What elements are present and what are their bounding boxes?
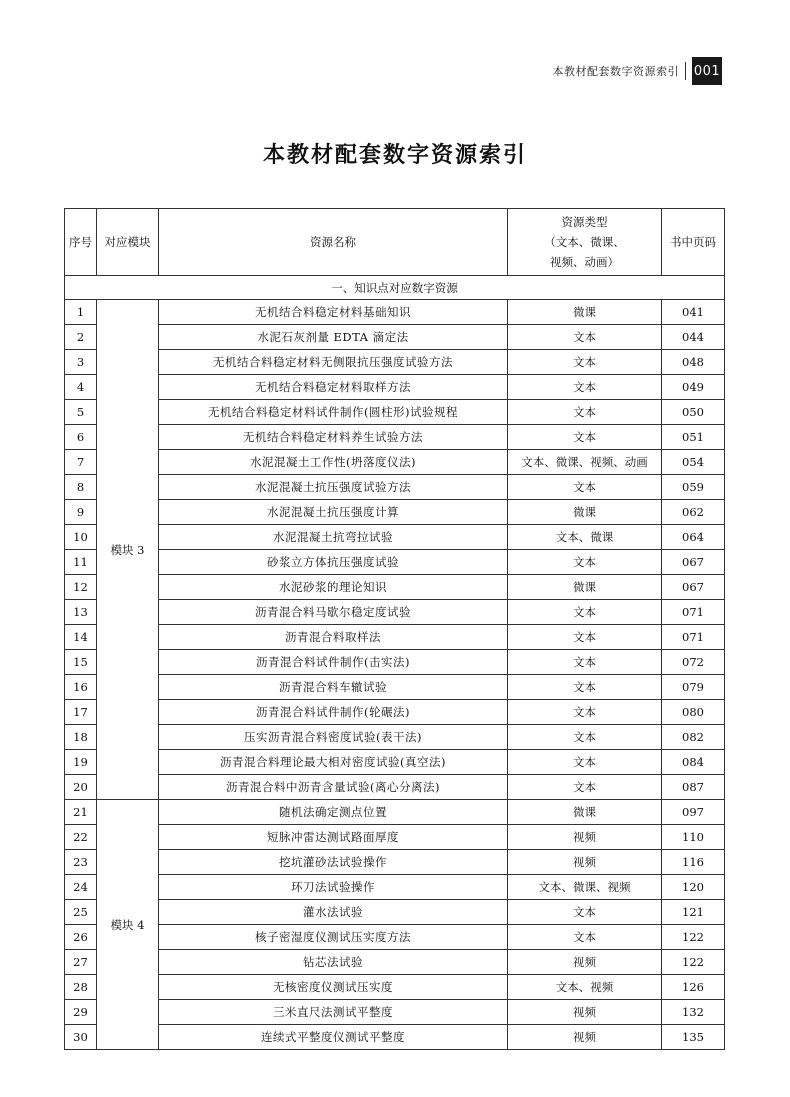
resource-type: 文本 [508, 350, 662, 375]
resource-type: 文本 [508, 650, 662, 675]
row-number: 1 [65, 300, 97, 325]
resource-name: 无机结合料稳定材料基础知识 [159, 300, 508, 325]
table-row [65, 850, 725, 875]
header-divider [685, 62, 686, 80]
book-page: 049 [662, 375, 725, 400]
row-number: 20 [65, 775, 97, 800]
resource-type: 视频 [508, 1000, 662, 1025]
book-page: 097 [662, 800, 725, 825]
table-row [65, 825, 725, 850]
table-row [65, 350, 725, 375]
section-label: 一、知识点对应数字资源 [65, 276, 725, 300]
col-header-type-line2: （文本、微课、 [544, 235, 625, 249]
resource-type: 文本 [508, 600, 662, 625]
resource-name: 无核密度仪测试压实度 [159, 975, 508, 1000]
table-row [65, 550, 725, 575]
book-page: 044 [662, 325, 725, 350]
book-page: 122 [662, 950, 725, 975]
row-number: 22 [65, 825, 97, 850]
book-page: 135 [662, 1025, 725, 1050]
row-number: 3 [65, 350, 97, 375]
resource-type: 视频 [508, 1025, 662, 1050]
table-row [65, 525, 725, 550]
book-page: 082 [662, 725, 725, 750]
table-row [65, 1000, 725, 1025]
row-number: 13 [65, 600, 97, 625]
table-row [65, 475, 725, 500]
row-number: 2 [65, 325, 97, 350]
book-page: 071 [662, 625, 725, 650]
page-number: 001 [692, 57, 722, 85]
table-row [65, 375, 725, 400]
resource-name: 沥青混合料理论最大相对密度试验(真空法) [159, 750, 508, 775]
resource-type: 文本 [508, 425, 662, 450]
resource-name: 沥青混合料试件制作(击实法) [159, 650, 508, 675]
resource-type: 视频 [508, 825, 662, 850]
resource-type: 文本 [508, 700, 662, 725]
table-row [65, 300, 725, 325]
resource-name: 核子密湿度仪测试压实度方法 [159, 925, 508, 950]
table-row [65, 650, 725, 675]
resource-name: 沥青混合料马歇尔稳定度试验 [159, 600, 508, 625]
row-number: 9 [65, 500, 97, 525]
resource-name: 水泥石灰剂量 EDTA 滴定法 [159, 325, 508, 350]
book-page: 122 [662, 925, 725, 950]
book-page: 116 [662, 850, 725, 875]
table-row [65, 425, 725, 450]
resource-name: 无机结合料稳定材料无侧限抗压强度试验方法 [159, 350, 508, 375]
row-number: 23 [65, 850, 97, 875]
resource-type: 微课 [508, 575, 662, 600]
resource-name: 水泥砂浆的理论知识 [159, 575, 508, 600]
row-number: 29 [65, 1000, 97, 1025]
resource-name: 沥青混合料中沥青含量试验(离心分离法) [159, 775, 508, 800]
table-row [65, 575, 725, 600]
table-row [65, 875, 725, 900]
page-title: 本教材配套数字资源索引 [262, 143, 527, 168]
table-row [65, 500, 725, 525]
resource-type: 文本 [508, 750, 662, 775]
row-number: 28 [65, 975, 97, 1000]
table-row [65, 900, 725, 925]
col-header-module: 对应模块 [97, 209, 159, 276]
resource-name: 三米直尺法测试平整度 [159, 1000, 508, 1025]
book-page: 087 [662, 775, 725, 800]
resource-type: 文本 [508, 675, 662, 700]
col-header-no: 序号 [65, 209, 97, 276]
table-row [65, 750, 725, 775]
resource-name: 灌水法试验 [159, 900, 508, 925]
resource-type: 视频 [508, 850, 662, 875]
resource-name: 环刀法试验操作 [159, 875, 508, 900]
book-page: 041 [662, 300, 725, 325]
table-row [65, 625, 725, 650]
resource-type: 文本 [508, 475, 662, 500]
resource-type: 文本 [508, 725, 662, 750]
resource-name: 压实沥青混合料密度试验(表干法) [159, 725, 508, 750]
book-page: 110 [662, 825, 725, 850]
resource-type: 微课 [508, 500, 662, 525]
book-page: 048 [662, 350, 725, 375]
row-number: 19 [65, 750, 97, 775]
resource-type: 视频 [508, 950, 662, 975]
book-page: 080 [662, 700, 725, 725]
row-number: 8 [65, 475, 97, 500]
table-row [65, 725, 725, 750]
row-number: 27 [65, 950, 97, 975]
table-body [65, 276, 725, 1050]
table-row [65, 400, 725, 425]
row-number: 4 [65, 375, 97, 400]
resource-name: 短脉冲雷达测试路面厚度 [159, 825, 508, 850]
table-row [65, 325, 725, 350]
table-row [65, 675, 725, 700]
row-number: 24 [65, 875, 97, 900]
resource-type: 文本 [508, 775, 662, 800]
running-header [553, 56, 723, 86]
resource-type: 文本 [508, 925, 662, 950]
col-header-name: 资源名称 [159, 209, 508, 276]
resource-name: 无机结合料稳定材料养生试验方法 [159, 425, 508, 450]
table-row [65, 775, 725, 800]
row-number: 15 [65, 650, 97, 675]
table-row [65, 950, 725, 975]
book-page: 072 [662, 650, 725, 675]
module-label: 模块 3 [97, 300, 159, 800]
book-page: 079 [662, 675, 725, 700]
row-number: 25 [65, 900, 97, 925]
row-number: 12 [65, 575, 97, 600]
resource-type: 文本 [508, 625, 662, 650]
resource-name: 沥青混合料车辙试验 [159, 675, 508, 700]
resource-name: 沥青混合料取样法 [159, 625, 508, 650]
resource-name: 水泥混凝土抗压强度计算 [159, 500, 508, 525]
table-row [65, 975, 725, 1000]
resource-type: 文本 [508, 550, 662, 575]
resource-name: 砂浆立方体抗压强度试验 [159, 550, 508, 575]
resource-type: 微课 [508, 800, 662, 825]
col-header-type [508, 209, 662, 276]
resource-name: 连续式平整度仪测试平整度 [159, 1025, 508, 1050]
resource-name: 无机结合料稳定材料试件制作(圆柱形)试验规程 [159, 400, 508, 425]
resource-name: 水泥混凝土工作性(坍落度仪法) [159, 450, 508, 475]
resource-type: 文本 [508, 325, 662, 350]
row-number: 11 [65, 550, 97, 575]
book-page: 126 [662, 975, 725, 1000]
table-row [65, 450, 725, 475]
book-page: 064 [662, 525, 725, 550]
book-page: 050 [662, 400, 725, 425]
resource-name: 水泥混凝土抗弯拉试验 [159, 525, 508, 550]
resource-type: 文本 [508, 900, 662, 925]
resource-type: 文本 [508, 400, 662, 425]
col-header-page: 书中页码 [662, 209, 725, 276]
resource-name: 钻芯法试验 [159, 950, 508, 975]
section-row [65, 276, 725, 300]
resource-type: 文本、微课 [508, 525, 662, 550]
table-row [65, 800, 725, 825]
book-page: 067 [662, 575, 725, 600]
resource-name: 沥青混合料试件制作(轮碾法) [159, 700, 508, 725]
row-number: 17 [65, 700, 97, 725]
row-number: 6 [65, 425, 97, 450]
table-row [65, 600, 725, 625]
book-page: 071 [662, 600, 725, 625]
row-number: 26 [65, 925, 97, 950]
book-page: 054 [662, 450, 725, 475]
resource-type: 文本 [508, 375, 662, 400]
row-number: 5 [65, 400, 97, 425]
row-number: 21 [65, 800, 97, 825]
table-header-row [65, 209, 725, 276]
resource-type: 微课 [508, 300, 662, 325]
resource-name: 挖坑灌砂法试验操作 [159, 850, 508, 875]
table-row [65, 700, 725, 725]
book-page: 120 [662, 875, 725, 900]
col-header-type-line3: 视频、动画） [550, 255, 619, 269]
book-page: 084 [662, 750, 725, 775]
row-number: 18 [65, 725, 97, 750]
book-page: 121 [662, 900, 725, 925]
table-row [65, 1025, 725, 1050]
resource-type: 文本、微课、视频 [508, 875, 662, 900]
row-number: 7 [65, 450, 97, 475]
running-title: 本教材配套数字资源索引 [552, 65, 679, 78]
row-number: 16 [65, 675, 97, 700]
row-number: 10 [65, 525, 97, 550]
row-number: 30 [65, 1025, 97, 1050]
resource-name: 随机法确定测点位置 [159, 800, 508, 825]
book-page: 067 [662, 550, 725, 575]
row-number: 14 [65, 625, 97, 650]
book-page: 051 [662, 425, 725, 450]
resource-type: 文本、视频 [508, 975, 662, 1000]
col-header-type-line1: 资源类型 [561, 215, 608, 229]
book-page: 132 [662, 1000, 725, 1025]
resource-type: 文本、微课、视频、动画 [508, 450, 662, 475]
book-page: 059 [662, 475, 725, 500]
book-page: 062 [662, 500, 725, 525]
module-label: 模块 4 [97, 800, 159, 1050]
table-row [65, 925, 725, 950]
resource-index-table [64, 208, 725, 1050]
resource-name: 水泥混凝土抗压强度试验方法 [159, 475, 508, 500]
resource-name: 无机结合料稳定材料取样方法 [159, 375, 508, 400]
